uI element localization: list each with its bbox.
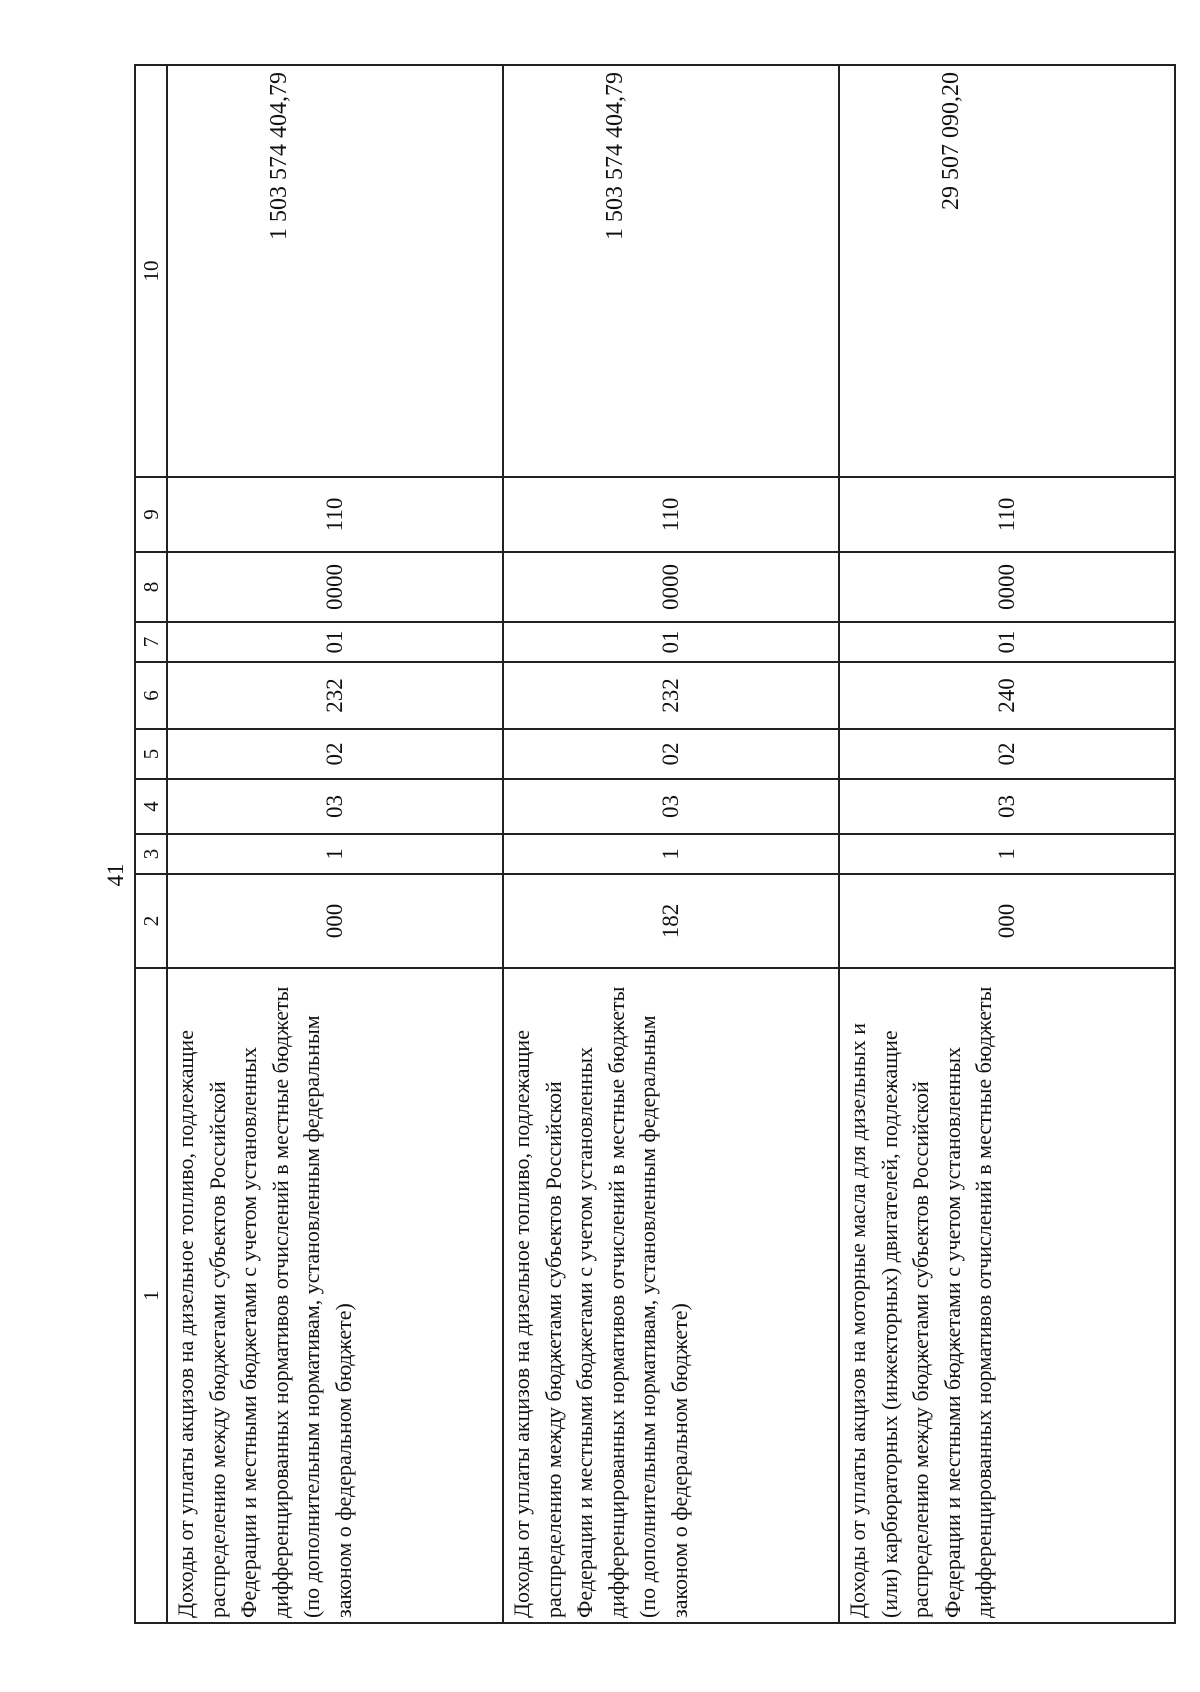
program-code: 0000 <box>503 552 839 622</box>
header-col-7: 7 <box>135 622 167 662</box>
economic-class-code: 110 <box>503 477 839 552</box>
revenue-description: Доходы от уплаты акцизов на дизельное топливо, подлежащие распределению между бюджетами субъектов Российской Федерации и местными бюджетами с учетом установленных дифференцированных нормативов отчислений в местные бюджеты (по дополнительным нормативам, установленным федеральным законом о федеральном бюджете) <box>503 968 839 1623</box>
header-col-4: 4 <box>135 779 167 834</box>
subarticle-code: 232 <box>167 662 503 729</box>
subgroup-code: 03 <box>839 779 1175 834</box>
revenue-description: Доходы от уплаты акцизов на моторные масла для дизельных и (или) карбюраторных (инжекторных) двигателей, подлежащие распределению между бюджетами субъектов Российской Федерации и местными бюджетами с учетом установленных дифференцированных нормативов отчислений в местные бюджеты <box>839 968 1175 1623</box>
article-code: 02 <box>167 729 503 779</box>
header-col-8: 8 <box>135 552 167 622</box>
admin-code: 000 <box>839 874 1175 968</box>
subarticle-code: 240 <box>839 662 1175 729</box>
group-code: 1 <box>839 834 1175 874</box>
amount-value: 1 503 574 404,79 <box>167 65 503 477</box>
program-code: 0000 <box>167 552 503 622</box>
revenue-description: Доходы от уплаты акцизов на дизельное топливо, подлежащие распределению между бюджетами субъектов Российской Федерации и местными бюджетами с учетом установленных дифференцированных нормативов отчислений в местные бюджеты (по дополнительным нормативам, установленным федеральным законом о федеральном бюджете) <box>167 968 503 1623</box>
admin-code: 182 <box>503 874 839 968</box>
table-row <box>839 65 1175 1623</box>
economic-class-code: 110 <box>167 477 503 552</box>
article-code: 02 <box>503 729 839 779</box>
article-code: 02 <box>839 729 1175 779</box>
header-col-6: 6 <box>135 662 167 729</box>
budget-revenue-table <box>134 64 1176 1624</box>
element-code: 01 <box>839 622 1175 662</box>
element-code: 01 <box>503 622 839 662</box>
group-code: 1 <box>167 834 503 874</box>
amount-value: 1 503 574 404,79 <box>503 65 839 477</box>
header-col-10: 10 <box>135 65 167 477</box>
table-row <box>167 65 503 1623</box>
header-col-2: 2 <box>135 874 167 968</box>
budget-table-rotated <box>134 66 1019 1624</box>
header-col-9: 9 <box>135 477 167 552</box>
admin-code: 000 <box>167 874 503 968</box>
header-col-3: 3 <box>135 834 167 874</box>
subgroup-code: 03 <box>167 779 503 834</box>
subarticle-code: 232 <box>503 662 839 729</box>
page-number: 41 <box>103 863 128 887</box>
group-code: 1 <box>503 834 839 874</box>
program-code: 0000 <box>839 552 1175 622</box>
economic-class-code: 110 <box>839 477 1175 552</box>
header-col-1: 1 <box>135 968 167 1623</box>
header-row <box>135 65 167 1623</box>
element-code: 01 <box>167 622 503 662</box>
header-col-5: 5 <box>135 729 167 779</box>
table-row <box>503 65 839 1623</box>
subgroup-code: 03 <box>503 779 839 834</box>
amount-value: 29 507 090,20 <box>839 65 1175 477</box>
